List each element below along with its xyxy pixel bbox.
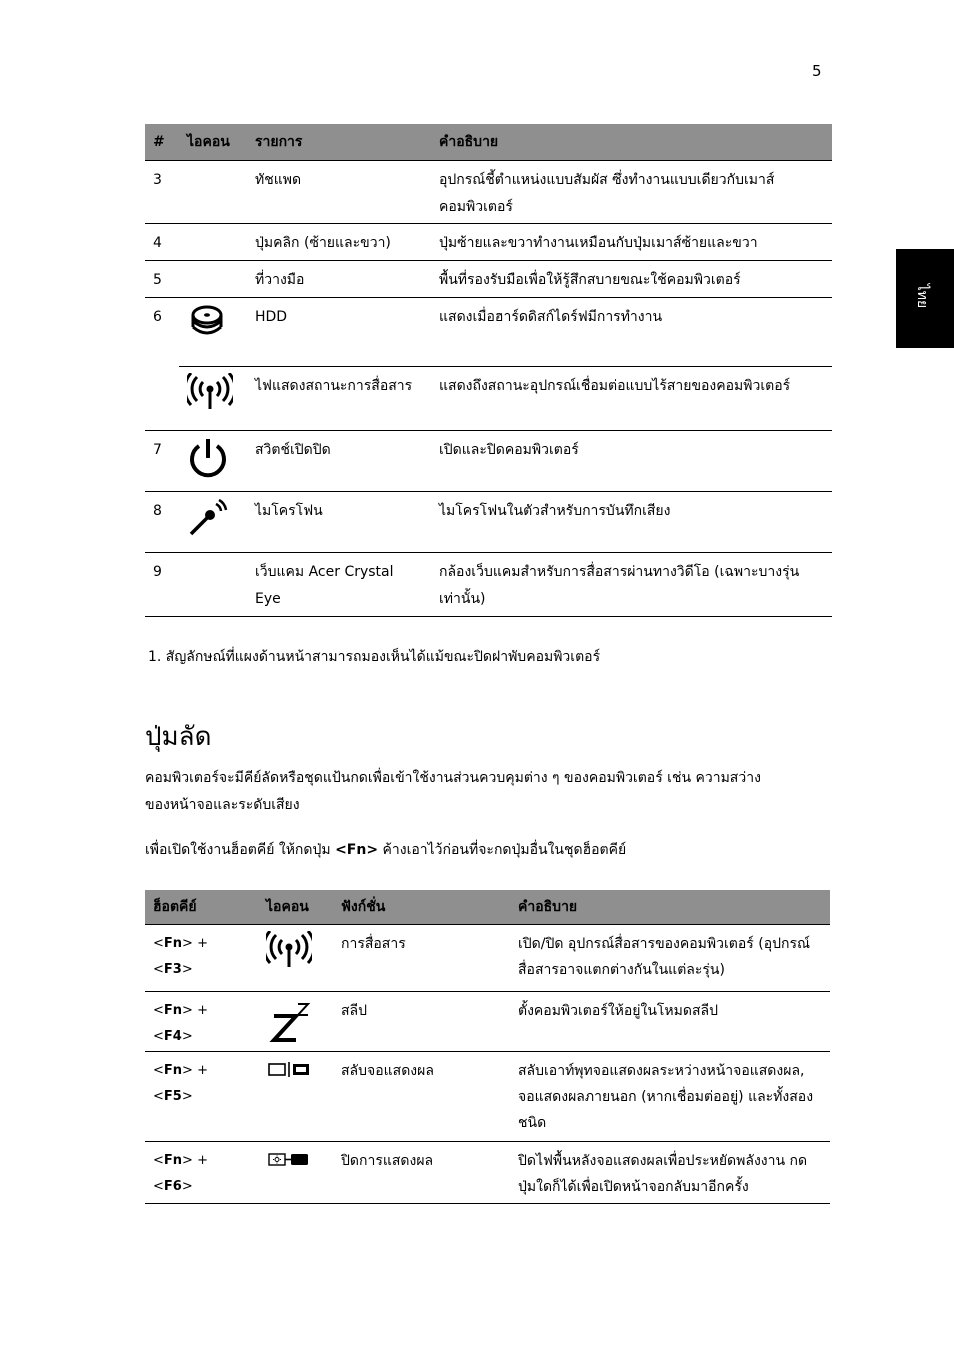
header-function: ฟังก์ชั่น <box>333 890 510 925</box>
row-number: 8 <box>145 492 179 553</box>
row-icon <box>258 1052 333 1142</box>
header-number: # <box>145 124 179 161</box>
display-off-icon <box>266 1148 312 1170</box>
hdd-icon <box>187 304 227 344</box>
microphone-icon <box>187 498 229 538</box>
power-icon <box>187 437 229 479</box>
row-number: 6 <box>145 298 179 367</box>
row-item: ปุ่มคลิก (ซ้ายและขวา) <box>247 224 431 261</box>
row-function: การสื่อสาร <box>333 925 510 992</box>
row-item: HDD <box>247 298 431 367</box>
row-icon <box>179 431 247 492</box>
row-description: ปิดไฟพื้นหลังจอแสดงผลเพื่อประหยัดพลังงาน กดปุ่มใดก็ได้เพื่อเปิดหน้าจอกลับมาอีกครั้ง <box>510 1142 830 1204</box>
row-item: สวิตช์เปิดปิด <box>247 431 431 492</box>
table-row <box>145 431 832 492</box>
row-icon <box>179 298 247 367</box>
row-number: 3 <box>145 161 179 224</box>
table-row <box>145 224 832 261</box>
table-row <box>145 367 832 431</box>
row-description: ปุ่มซ้ายและขวาทำงานเหมือนกับปุ่มเมาส์ซ้ายและขวา <box>431 224 832 261</box>
hotkey-combo: <Fn> + <F6> <box>145 1142 258 1204</box>
row-number <box>145 367 179 431</box>
row-description: เปิดและปิดคอมพิวเตอร์ <box>431 431 832 492</box>
row-description: เปิด/ปิด อุปกรณ์สื่อสารของคอมพิวเตอร์ (อุปกรณ์สื่อสารอาจแตกต่างกันในแต่ละรุ่น) <box>510 925 830 992</box>
fn-instruction-before: เพื่อเปิดใช้งานฮ็อตคีย์ ให้กดปุ่ม <box>145 842 336 858</box>
row-item: ที่วางมือ <box>247 261 431 298</box>
hotkey-combo: <Fn> + <F3> <box>145 925 258 992</box>
hotkey-combo: <Fn> + <F5> <box>145 1052 258 1142</box>
language-tab-label: ไทย <box>914 283 931 309</box>
row-description: แสดงถึงสถานะอุปกรณ์เชื่อมต่อแบบไร้สายของคอมพิวเตอร์ <box>431 367 832 431</box>
row-number: 9 <box>145 553 179 617</box>
table-row <box>145 992 830 1052</box>
row-number: 7 <box>145 431 179 492</box>
row-icon <box>179 553 247 617</box>
table-row <box>145 298 832 367</box>
header-icon: ไอคอน <box>179 124 247 161</box>
table-row <box>145 161 832 224</box>
sleep-icon <box>266 998 312 1044</box>
header-description: คำอธิบาย <box>510 890 830 925</box>
row-icon <box>179 161 247 224</box>
table-row <box>145 1142 830 1204</box>
row-icon <box>179 492 247 553</box>
row-description: อุปกรณ์ชี้ตำแหน่งแบบสัมผัส ซึ่งทำงานแบบเดียวกับเมาส์คอมพิวเตอร์ <box>431 161 832 224</box>
row-item: ทัชแพด <box>247 161 431 224</box>
section-heading: ปุ่มลัด <box>145 722 212 752</box>
header-hotkey: ฮ็อตคีย์ <box>145 890 258 925</box>
row-icon <box>179 261 247 298</box>
hotkey-combo: <Fn> + <F4> <box>145 992 258 1052</box>
row-icon <box>179 367 247 431</box>
display-toggle-icon <box>266 1058 312 1080</box>
language-tab <box>896 249 954 348</box>
row-icon <box>258 992 333 1052</box>
row-description: ไมโครโฟนในตัวสำหรับการบันทึกเสียง <box>431 492 832 553</box>
row-icon <box>179 224 247 261</box>
table-row <box>145 1052 830 1142</box>
intro-paragraph: คอมพิวเตอร์จะมีคีย์ลัดหรือชุดแป้นกดเพื่อเข้าใช้งานส่วนควบคุมต่าง ๆ ของคอมพิวเตอร์ เช่น ความสว่างของหน้าจอและระดับเสียง <box>145 770 761 813</box>
row-number: 5 <box>145 261 179 298</box>
wireless-icon <box>266 931 312 971</box>
row-function: ปิดการแสดงผล <box>333 1142 510 1204</box>
hotkeys-table <box>145 890 830 1204</box>
page-number: 5 <box>812 62 822 80</box>
table-row <box>145 553 832 617</box>
fn-instruction-paragraph <box>145 837 785 864</box>
row-item: ไฟแสดงสถานะการสื่อสาร <box>247 367 431 431</box>
row-function: สลีป <box>333 992 510 1052</box>
table-row <box>145 492 832 553</box>
table-row <box>145 261 832 298</box>
row-description: กล้องเว็บแคมสำหรับการสื่อสารผ่านทางวิดีโอ (เฉพาะบางรุ่นเท่านั้น) <box>431 553 832 617</box>
wireless-icon <box>187 373 233 413</box>
row-description: สลับเอาท์พุทจอแสดงผลระหว่างหน้าจอแสดงผล, จอแสดงผลภายนอก (หากเชื่อมต่ออยู่) และทั้งสองชนิด <box>510 1052 830 1142</box>
row-icon <box>258 925 333 992</box>
row-description: พื้นที่รองรับมือเพื่อให้รู้สึกสบายขณะใช้คอมพิวเตอร์ <box>431 261 832 298</box>
row-item: เว็บแคม Acer Crystal Eye <box>247 553 431 617</box>
header-icon: ไอคอน <box>258 890 333 925</box>
components-table <box>145 124 832 617</box>
row-description: ตั้งคอมพิวเตอร์ให้อยู่ในโหมดสลีป <box>510 992 830 1052</box>
fn-key-label: <Fn> <box>335 842 379 858</box>
row-item: ไมโครโฟน <box>247 492 431 553</box>
row-description: แสดงเมื่อฮาร์ดดิสก์ไดร์ฟมีการทำงาน <box>431 298 832 367</box>
fn-instruction-after: ค้างเอาไว้ก่อนที่จะกดปุ่มอื่นในชุดฮ็อตคีย์ <box>378 842 627 858</box>
footnote: 1. สัญลักษณ์ที่แผงด้านหน้าสามารถมองเห็นได้แม้ขณะปิดฝาพับคอมพิวเตอร์ <box>148 649 601 665</box>
row-number: 4 <box>145 224 179 261</box>
components-table-header <box>145 124 832 161</box>
header-item: รายการ <box>247 124 431 161</box>
table-row <box>145 925 830 992</box>
header-description: คำอธิบาย <box>431 124 832 161</box>
row-function: สลับจอแสดงผล <box>333 1052 510 1142</box>
hotkeys-table-header <box>145 890 830 925</box>
row-icon <box>258 1142 333 1204</box>
